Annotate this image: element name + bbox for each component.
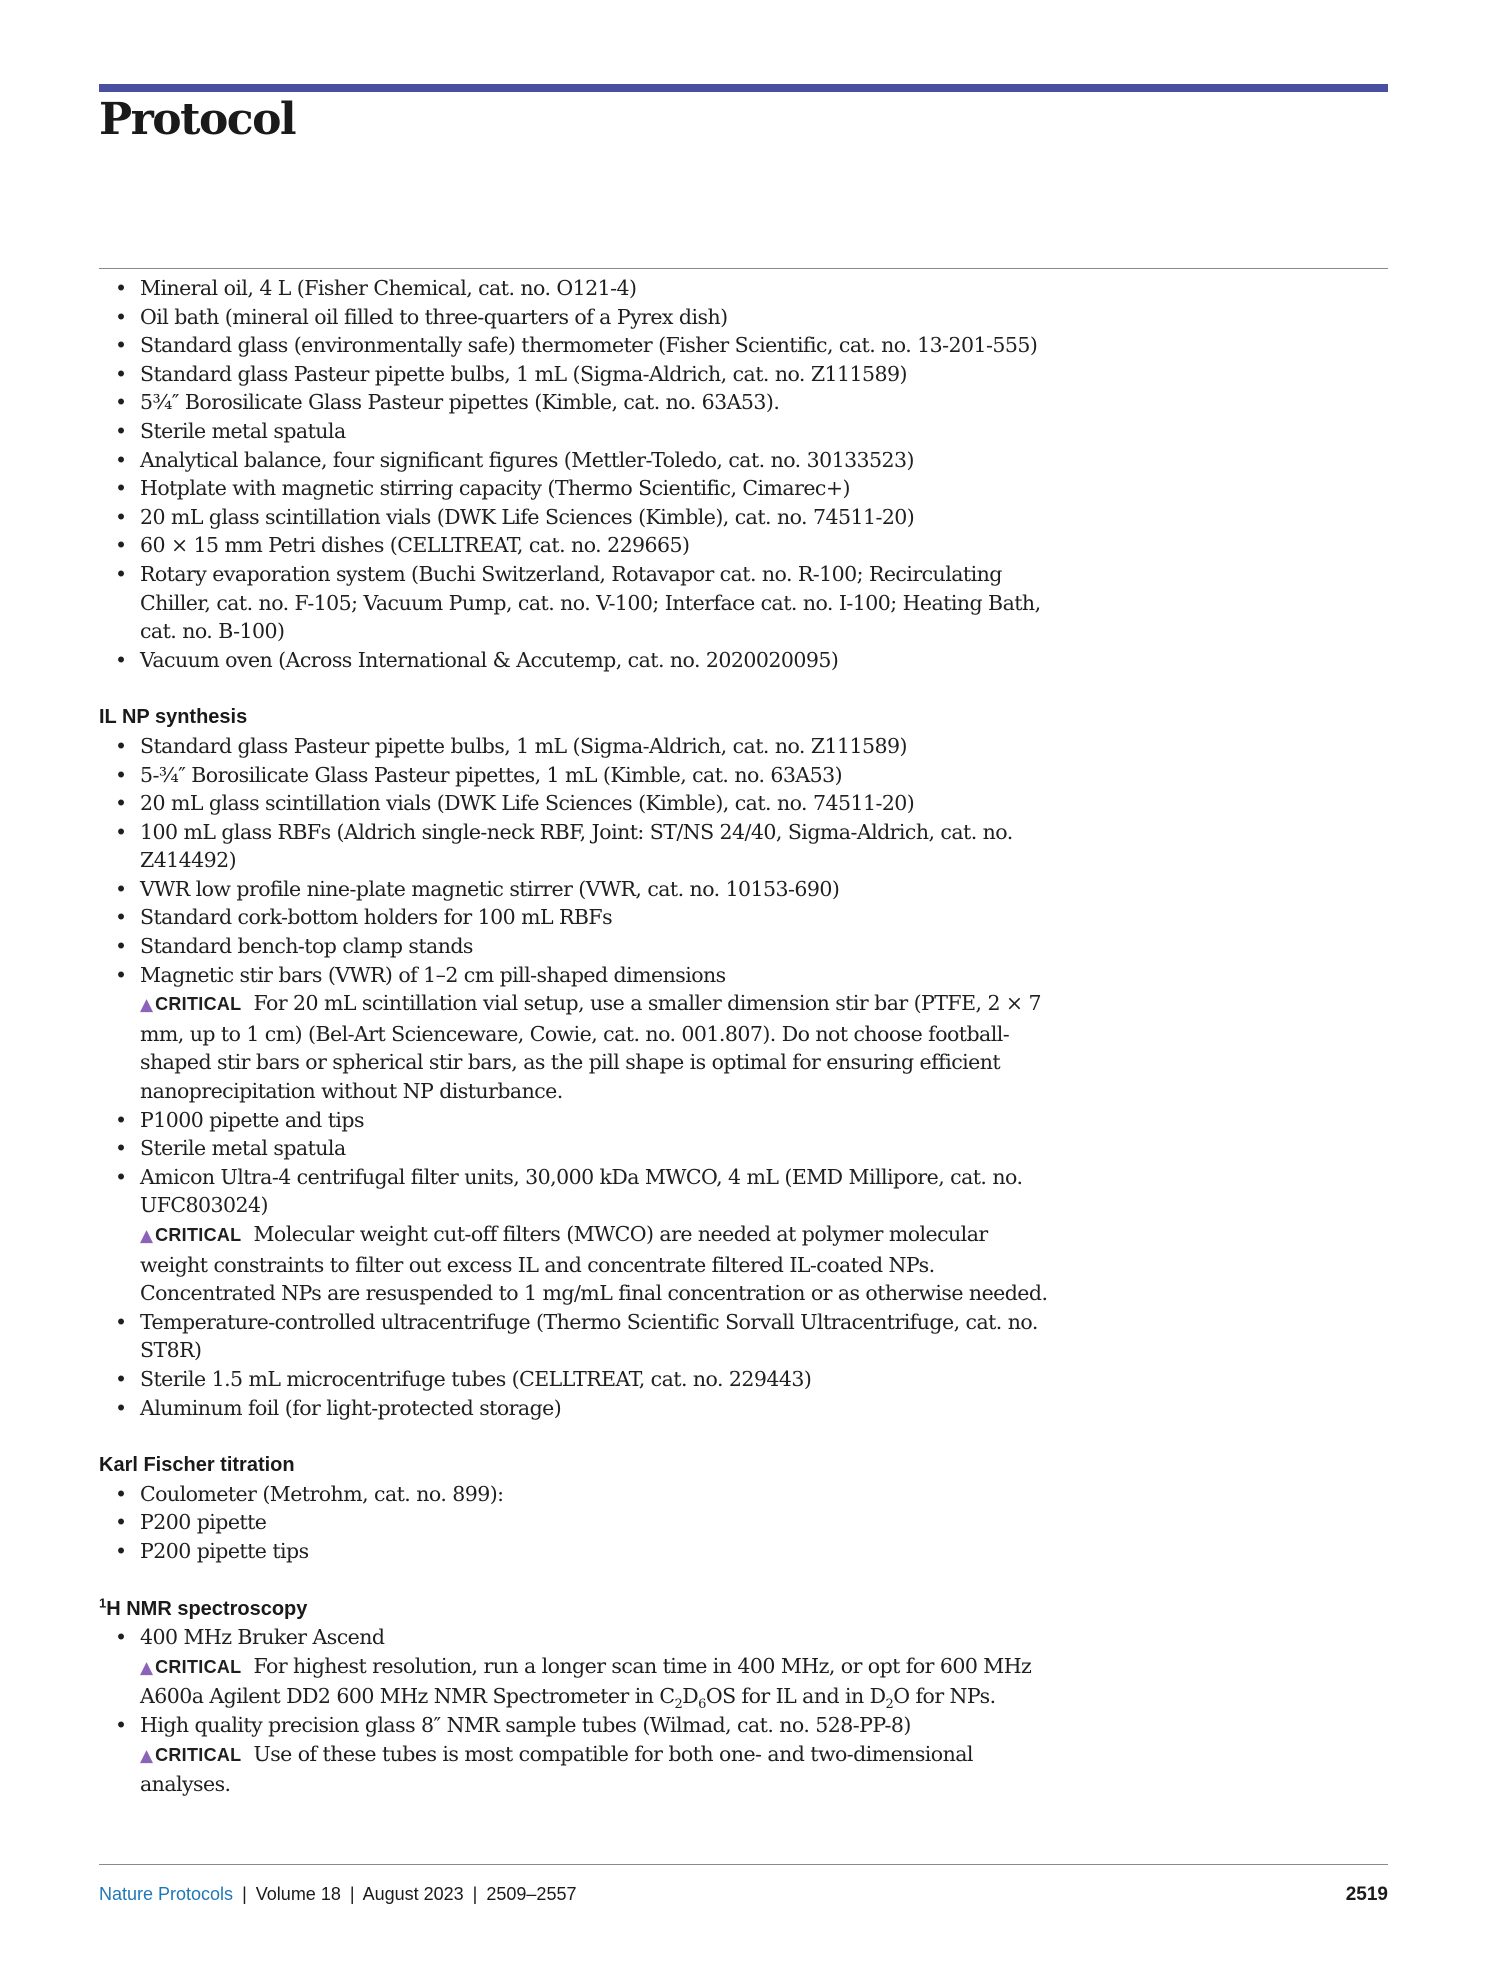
critical-label: CRITICAL xyxy=(155,1744,242,1765)
karl-fischer-list xyxy=(99,1480,1059,1566)
critical-label: CRITICAL xyxy=(155,1656,242,1677)
list-item: • 5-¾″ Borosilicate Glass Pasteur pipettes, 1 mL (Kimble, cat. no. 63A53) xyxy=(99,761,1059,790)
nmr-list xyxy=(99,1623,1059,1799)
list-item: • Coulometer (Metrohm, cat. no. 899): xyxy=(99,1480,1059,1509)
list-item: • Standard glass (environmentally safe) thermometer (Fisher Scientific, cat. no. 13-201-555) xyxy=(99,331,1059,360)
warning-triangle-icon: ▲ xyxy=(140,1657,154,1678)
critical-text: Molecular weight cut-off filters (MWCO) are needed at polymer molecular weight constraints to filter out excess IL and concentrate filtered IL-coated NPs. Concentrated NPs are resuspended to 1 mg/mL final concentration or as otherwise needed. xyxy=(140,1222,1048,1306)
list-item: • P200 pipette xyxy=(99,1508,1059,1537)
list-item: • Rotary evaporation system (Buchi Switzerland, Rotavapor cat. no. R-100; Recirculating Chiller, cat. no. F-105; Vacuum Pump, cat. no. V-100; Interface cat. no. I-100; Heating Bath, cat. no. B-100) xyxy=(99,560,1059,646)
footer-separator: | xyxy=(349,1884,355,1904)
list-item: • Oil bath (mineral oil filled to three-quarters of a Pyrex dish) xyxy=(99,303,1059,332)
list-item-text: Magnetic stir bars (VWR) of 1–2 cm pill-shaped dimensions xyxy=(140,962,726,987)
subscript: 6 xyxy=(698,1697,706,1713)
list-item: • Mineral oil, 4 L (Fisher Chemical, cat. no. O121-4) xyxy=(99,274,1059,303)
critical-note xyxy=(140,1740,1059,1799)
critical-label: CRITICAL xyxy=(155,994,242,1015)
subscript: 2 xyxy=(674,1697,683,1713)
page-title: Protocol xyxy=(99,94,296,145)
critical-text: For 20 mL scintillation vial setup, use a smaller dimension stir bar (PTFE, 2 × 7 mm, up to 1 cm) (Bel-Art Scienceware, Cowie, cat. no. 001.807). Do not choose football-shaped stir bars or spherical stir bars, as the pill shape is optimal for ensuring efficient nanoprecipitation without NP disturbance. xyxy=(140,991,1041,1104)
section-heading-karl-fischer: Karl Fischer titration xyxy=(99,1454,295,1477)
critical-note xyxy=(140,989,1059,1105)
list-item-text: 400 MHz Bruker Ascend xyxy=(140,1625,385,1650)
footer-date: August 2023 xyxy=(362,1884,464,1904)
warning-triangle-icon: ▲ xyxy=(140,1226,154,1246)
list-item: • Standard cork-bottom holders for 100 mL RBFs xyxy=(99,903,1059,932)
list-item: • Standard glass Pasteur pipette bulbs, 1 mL (Sigma-Aldrich, cat. no. Z111589) xyxy=(99,360,1059,389)
footer-volume: Volume 18 xyxy=(255,1884,341,1904)
equipment-list xyxy=(99,274,1059,674)
list-item xyxy=(99,961,1059,1106)
footer-divider xyxy=(99,1864,1388,1865)
critical-text: OS for IL and in D xyxy=(705,1684,886,1709)
list-item: • 20 mL glass scintillation vials (DWK Life Sciences (Kimble), cat. no. 74511-20) xyxy=(99,789,1059,818)
list-item xyxy=(99,1711,1059,1799)
header-rule xyxy=(99,84,1388,92)
list-item: • Vacuum oven (Across International & Accutemp, cat. no. 2020020095) xyxy=(99,646,1059,675)
heading-superscript: 1 xyxy=(99,1594,107,1610)
list-item: • Sterile metal spatula xyxy=(99,1134,1059,1163)
list-item: • Temperature-controlled ultracentrifuge (Thermo Scientific Sorvall Ultracentrifuge, cat. no. ST8R) xyxy=(99,1308,1059,1365)
list-item: • Aluminum foil (for light-protected storage) xyxy=(99,1394,1059,1423)
il-np-list xyxy=(99,732,1059,1422)
footer-separator: | xyxy=(242,1884,247,1904)
list-item: • Analytical balance, four significant figures (Mettler-Toledo, cat. no. 30133523) xyxy=(99,446,1059,475)
page-footer xyxy=(99,1884,1388,1905)
warning-triangle-icon: ▲ xyxy=(140,1745,154,1766)
list-item xyxy=(99,1163,1059,1308)
section-heading-il-np: IL NP synthesis xyxy=(99,706,248,729)
list-item-text: High quality precision glass 8″ NMR sample tubes (Wilmad, cat. no. 528-PP-8) xyxy=(140,1712,911,1737)
list-item: • 60 × 15 mm Petri dishes (CELLTREAT, cat. no. 229665) xyxy=(99,531,1059,560)
critical-note xyxy=(140,1220,1059,1308)
content-divider xyxy=(99,268,1388,269)
critical-note xyxy=(140,1652,1059,1711)
list-item: • Sterile 1.5 mL microcentrifuge tubes (CELLTREAT, cat. no. 229443) xyxy=(99,1365,1059,1394)
critical-text: D xyxy=(682,1684,699,1709)
section-heading-nmr xyxy=(99,1595,1059,1624)
list-item xyxy=(99,1623,1059,1711)
list-item: • 100 mL glass RBFs (Aldrich single-neck RBF, Joint: ST/NS 24/40, Sigma-Aldrich, cat. no. Z414492) xyxy=(99,818,1059,875)
journal-link[interactable]: Nature Protocols xyxy=(99,1884,234,1904)
list-item: • Standard glass Pasteur pipette bulbs, 1 mL (Sigma-Aldrich, cat. no. Z111589) xyxy=(99,732,1059,761)
list-item: • Standard bench-top clamp stands xyxy=(99,932,1059,961)
list-item: • 5¾″ Borosilicate Glass Pasteur pipettes (Kimble, cat. no. 63A53). xyxy=(99,388,1059,417)
list-item: • Sterile metal spatula xyxy=(99,417,1059,446)
list-item-text: Amicon Ultra-4 centrifugal filter units, 30,000 kDa MWCO, 4 mL (EMD Millipore, cat. no. UFC803024) xyxy=(140,1164,1023,1218)
list-item: • VWR low profile nine-plate magnetic stirrer (VWR, cat. no. 10153-690) xyxy=(99,875,1059,904)
footer-pages: 2509–2557 xyxy=(486,1884,577,1904)
list-item: • P200 pipette tips xyxy=(99,1537,1059,1566)
list-item: • 20 mL glass scintillation vials (DWK Life Sciences (Kimble), cat. no. 74511-20) xyxy=(99,503,1059,532)
critical-label: CRITICAL xyxy=(155,1225,242,1245)
warning-triangle-icon: ▲ xyxy=(140,995,154,1016)
list-item: • Hotplate with magnetic stirring capacity (Thermo Scientific, Cimarec+) xyxy=(99,474,1059,503)
critical-text: For highest resolution, run a longer scan time in 400 MHz, or opt for 600 MHz A600a Agilent DD2 600 MHz NMR Spectrometer in C xyxy=(140,1653,1032,1709)
subscript: 2 xyxy=(885,1697,894,1713)
page-content xyxy=(99,274,1059,1799)
page-number: 2519 xyxy=(1345,1884,1388,1905)
list-item: • P1000 pipette and tips xyxy=(99,1106,1059,1135)
critical-text: O for NPs. xyxy=(893,1684,996,1709)
heading-text: H NMR spectroscopy xyxy=(106,1597,308,1620)
footer-separator: | xyxy=(472,1884,478,1904)
critical-text: Use of these tubes is most compatible for both one- and two-dimensional analyses. xyxy=(140,1741,973,1797)
